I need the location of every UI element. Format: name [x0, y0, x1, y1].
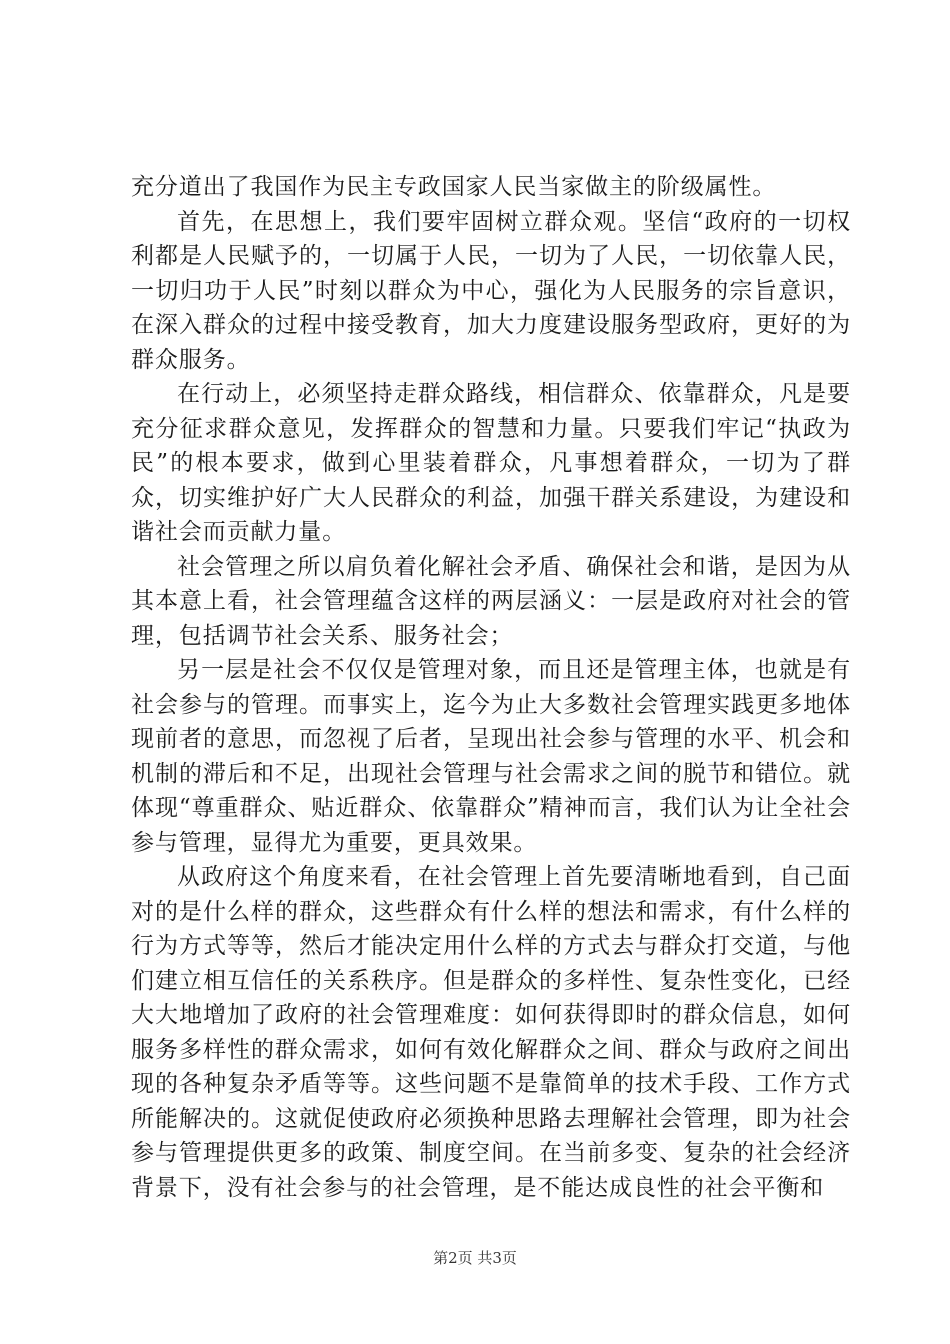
paragraph-2: 首先，在思想上，我们要牢固树立群众观。坚信“政府的一切权利都是人民赋予的，一切属于人民，一切为了人民，一切依靠人民，一切归功于人民”时刻以群众为中心，强化为人民服务的宗旨意识，在深入群众的过程中接受教育，加大力度建设服务型政府，更好的为群众服务。	[131, 208, 851, 373]
paragraph-5: 另一层是社会不仅仅是管理对象，而且还是管理主体，也就是有社会参与的管理。而事实上，迄今为止大多数社会管理实践更多地体现前者的意思，而忽视了后者，呈现出社会参与管理的水平、机会和机制的滞后和不足，出现社会管理与社会需求之间的脱节和错位。就体现“尊重群众、贴近群众、依靠群众”精神而言，我们认为让全社会参与管理，显得尤为重要，更具效果。	[131, 657, 851, 856]
paragraph-3: 在行动上，必须坚持走群众路线，相信群众、依靠群众，凡是要充分征求群众意见，发挥群众的智慧和力量。只要我们牢记“执政为民”的根本要求，做到心里装着群众，凡事想着群众，一切为了群众，切实维护好广大人民群众的利益，加强干群关系建设，为建设和谐社会而贡献力量。	[131, 381, 851, 545]
paragraph-4: 社会管理之所以肩负着化解社会矛盾、确保社会和谐，是因为从其本意上看，社会管理蕴含这样的两层涵义：一层是政府对社会的管理，包括调节社会关系、服务社会；	[131, 553, 851, 649]
paragraph-6: 从政府这个角度来看，在社会管理上首先要清晰地看到，自己面对的是什么样的群众，这些群众有什么样的想法和需求，有什么样的行为方式等等，然后才能决定用什么样的方式去与群众打交道，与他们建立相互信任的关系秩序。但是群众的多样性、复杂性变化，已经大大地增加了政府的社会管理难度：如何获得即时的群众信息，如何服务多样性的群众需求，如何有效化解群众之间、群众与政府之间出现的各种复杂矛盾等等。这些问题不是靠简单的技术手段、工作方式所能解决的。这就促使政府必须换种思路去理解社会管理，即为社会参与管理提供更多的政策、制度空间。在当前多变、复杂的社会经济背景下，没有社会参与的社会管理，是不能达成良性的社会平衡和	[131, 864, 851, 1201]
document-body	[131, 170, 851, 1205]
paragraph-1: 充分道出了我国作为民主专政国家人民当家做主的阶级属性。	[131, 174, 777, 200]
page-number-footer: 第2页 共3页	[433, 1249, 517, 1267]
